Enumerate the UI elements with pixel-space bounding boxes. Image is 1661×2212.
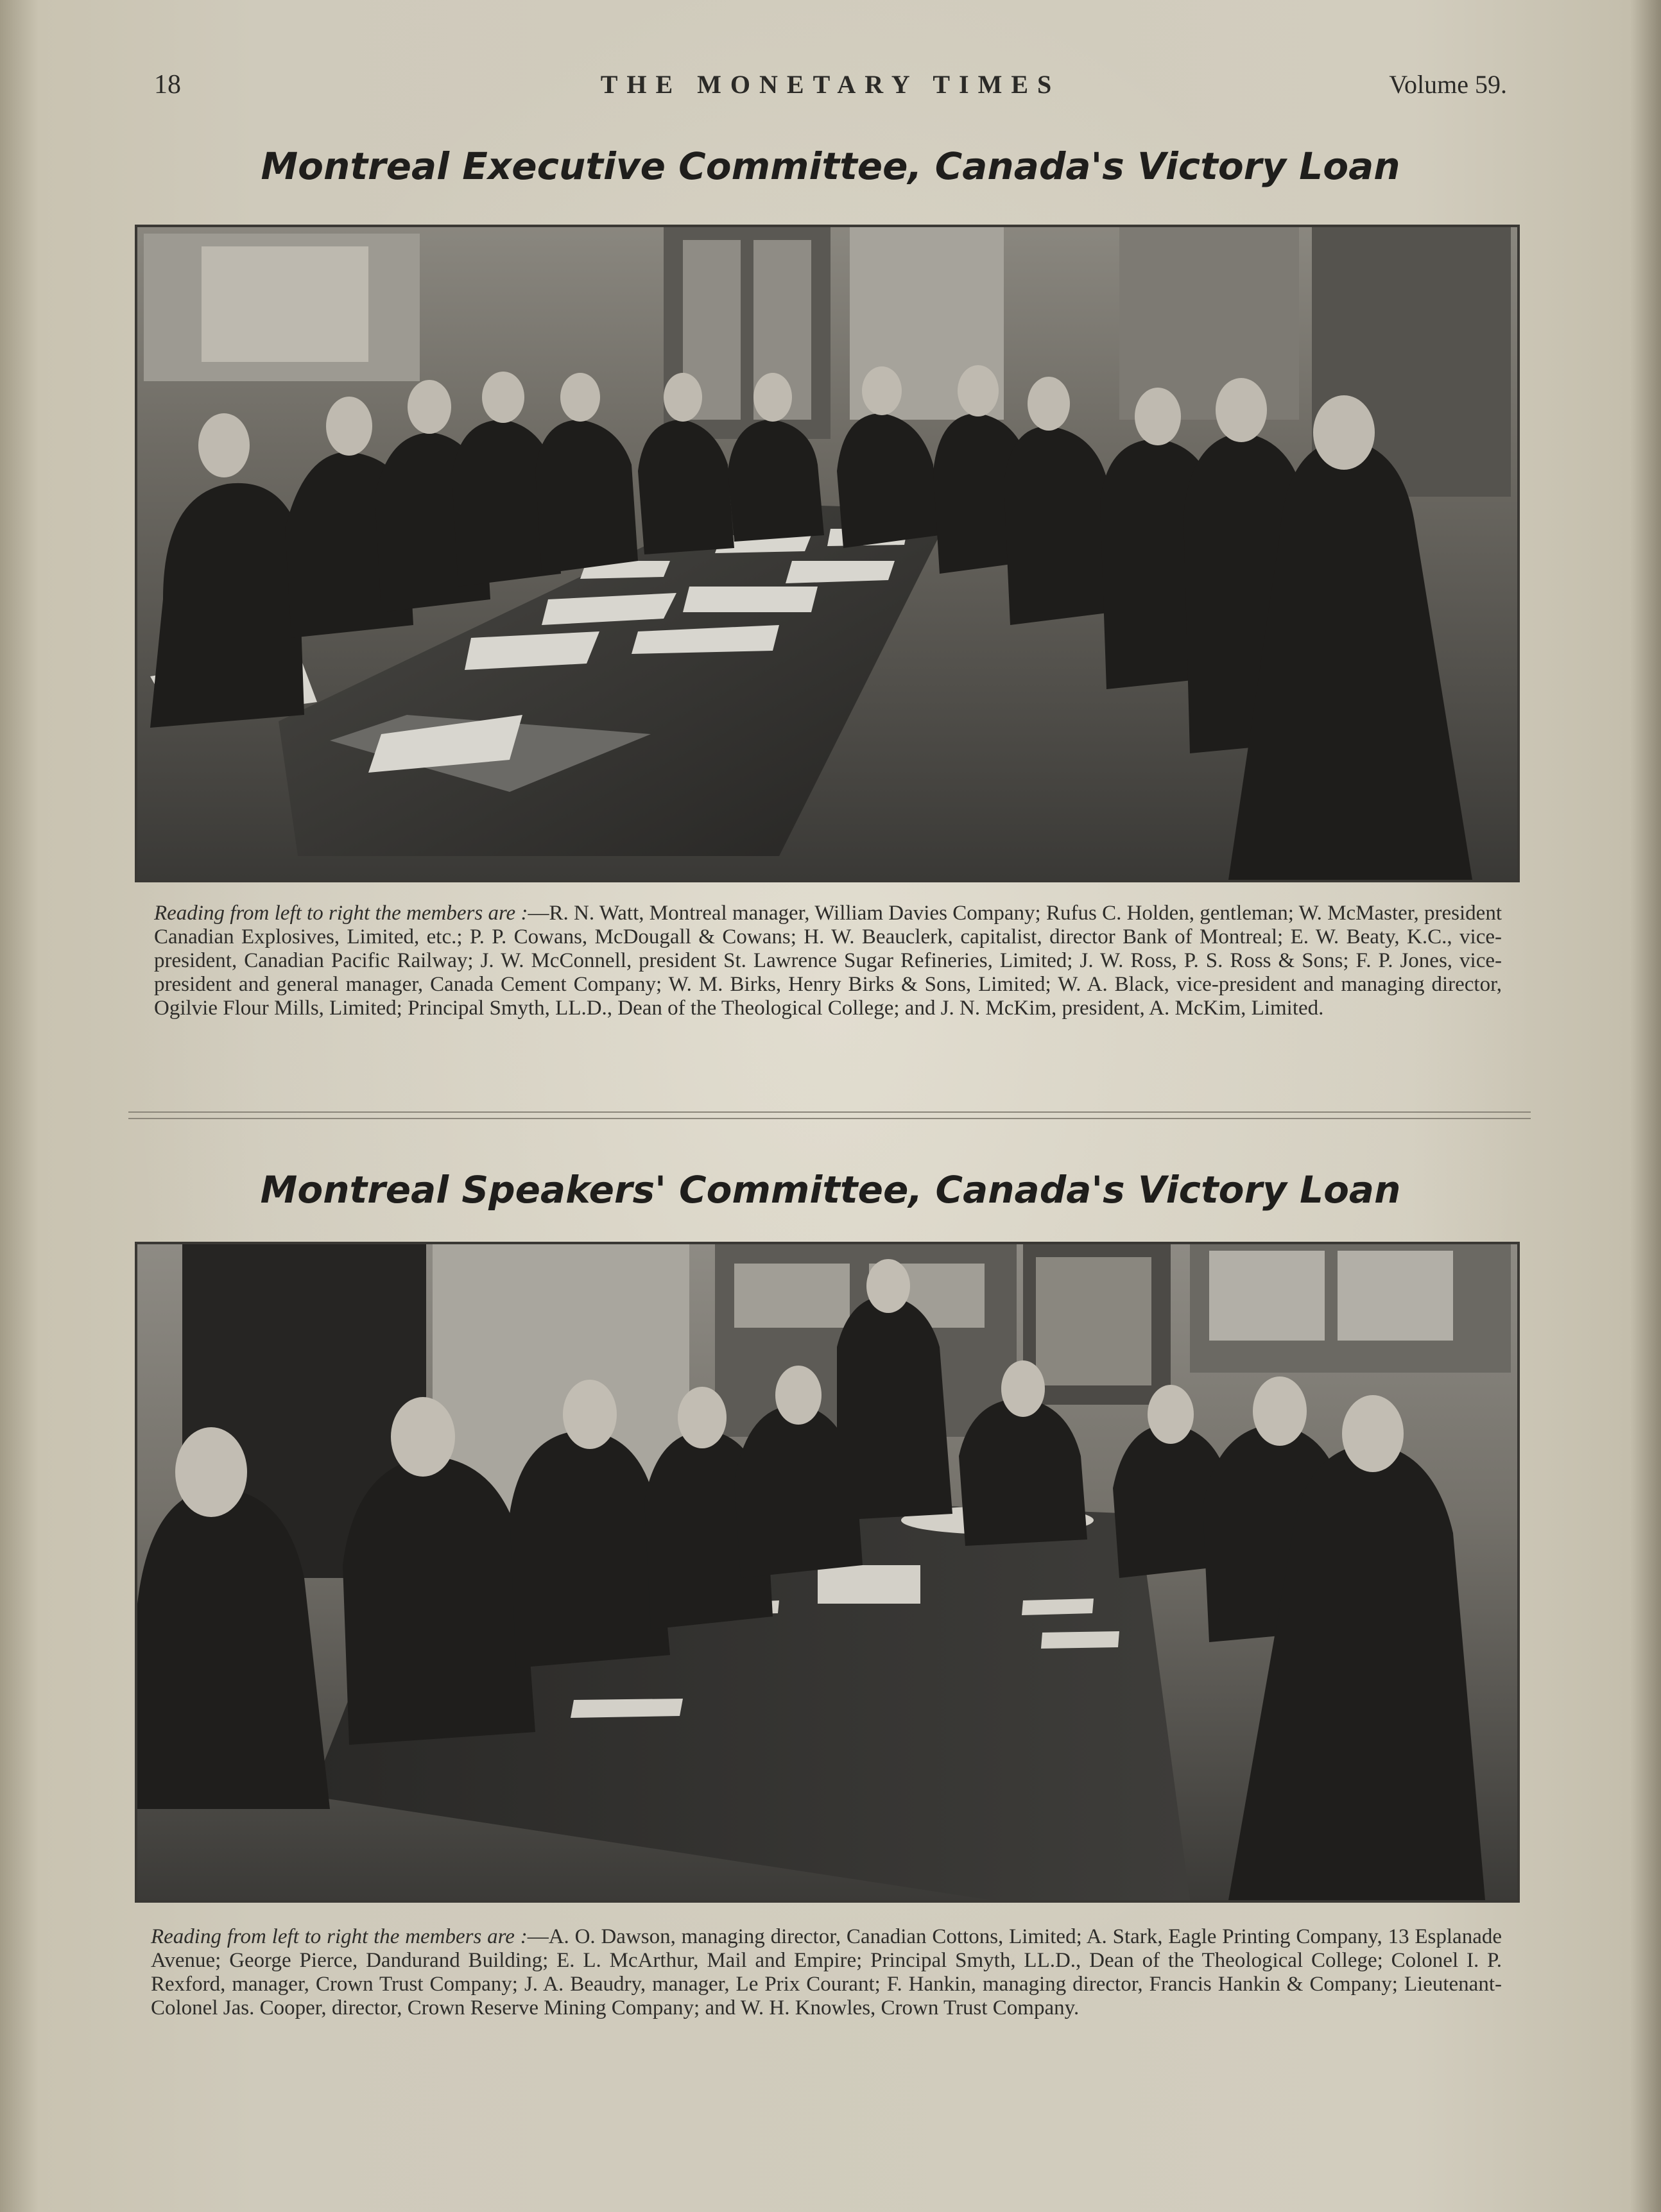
caption-lead: Reading from left to right the members are :: [154, 902, 528, 925]
speakers-committee-photo-drawing: [137, 1244, 1517, 1900]
running-head: [0, 69, 1661, 108]
speakers-committee-caption: [151, 1925, 1502, 2020]
caption-lead: Reading from left to right the members are :: [151, 1925, 528, 1948]
executive-committee-photo: [135, 225, 1520, 882]
speakers-committee-photo: [135, 1242, 1520, 1903]
executive-committee-heading: Montreal Executive Committee, Canada's Victory Loan: [261, 144, 1400, 188]
executive-committee-caption: [154, 902, 1502, 1020]
journal-title: THE MONETARY TIMES: [600, 70, 1061, 99]
caption-body: —R. N. Watt, Montreal manager, William Davies Company; Rufus C. Holden, gentleman; W. McMaster, president Canadian Explosives, Limited, etc.; P. P. Cowans, McDougall & Cowans; H. W. Beauclerk, capitalist, director Bank of Montreal; E. W. Beaty, K.C., vice-president, Canadian Pacific Railway; J. W. McConnell, president St. Lawrence Sugar Refineries, Limited; J. W. Ross, P. S. Ross & Sons; F. P. Jones, vice-president and general manager, Canada Cement Company; W. M. Birks, Henry Birks & Sons, Limited; W. A. Black, vice-president and managing director, Ogilvie Flour Mills, Limited; Principal Smyth, LL.D., Dean of the Theological College; and J. N. McKim, president, A. McKim, Limited.: [154, 902, 1502, 1020]
volume-label: Volume 59.: [1389, 70, 1507, 99]
caption-body: —A. O. Dawson, managing director, Canadian Cottons, Limited; A. Stark, Eagle Printing Company, 13 Esplanade Avenue; George Pierce, Dandurand Building; E. L. McArthur, Mail and Empire; Principal Smyth, LL.D., Dean of the Theological College; Colonel I. P. Rexford, manager, Crown Trust Company; J. A. Beaudry, manager, Le Prix Courant; F. Hankin, managing director, Francis Hankin & Company; Lieutenant-Colonel Jas. Cooper, director, Crown Reserve Mining Company; and W. H. Knowles, Crown Trust Company.: [151, 1925, 1502, 2019]
section-divider: [128, 1111, 1531, 1119]
executive-committee-photo-drawing: [137, 227, 1517, 880]
page-number: 18: [154, 70, 181, 99]
speakers-committee-heading: Montreal Speakers' Committee, Canada's Victory Loan: [260, 1168, 1401, 1212]
